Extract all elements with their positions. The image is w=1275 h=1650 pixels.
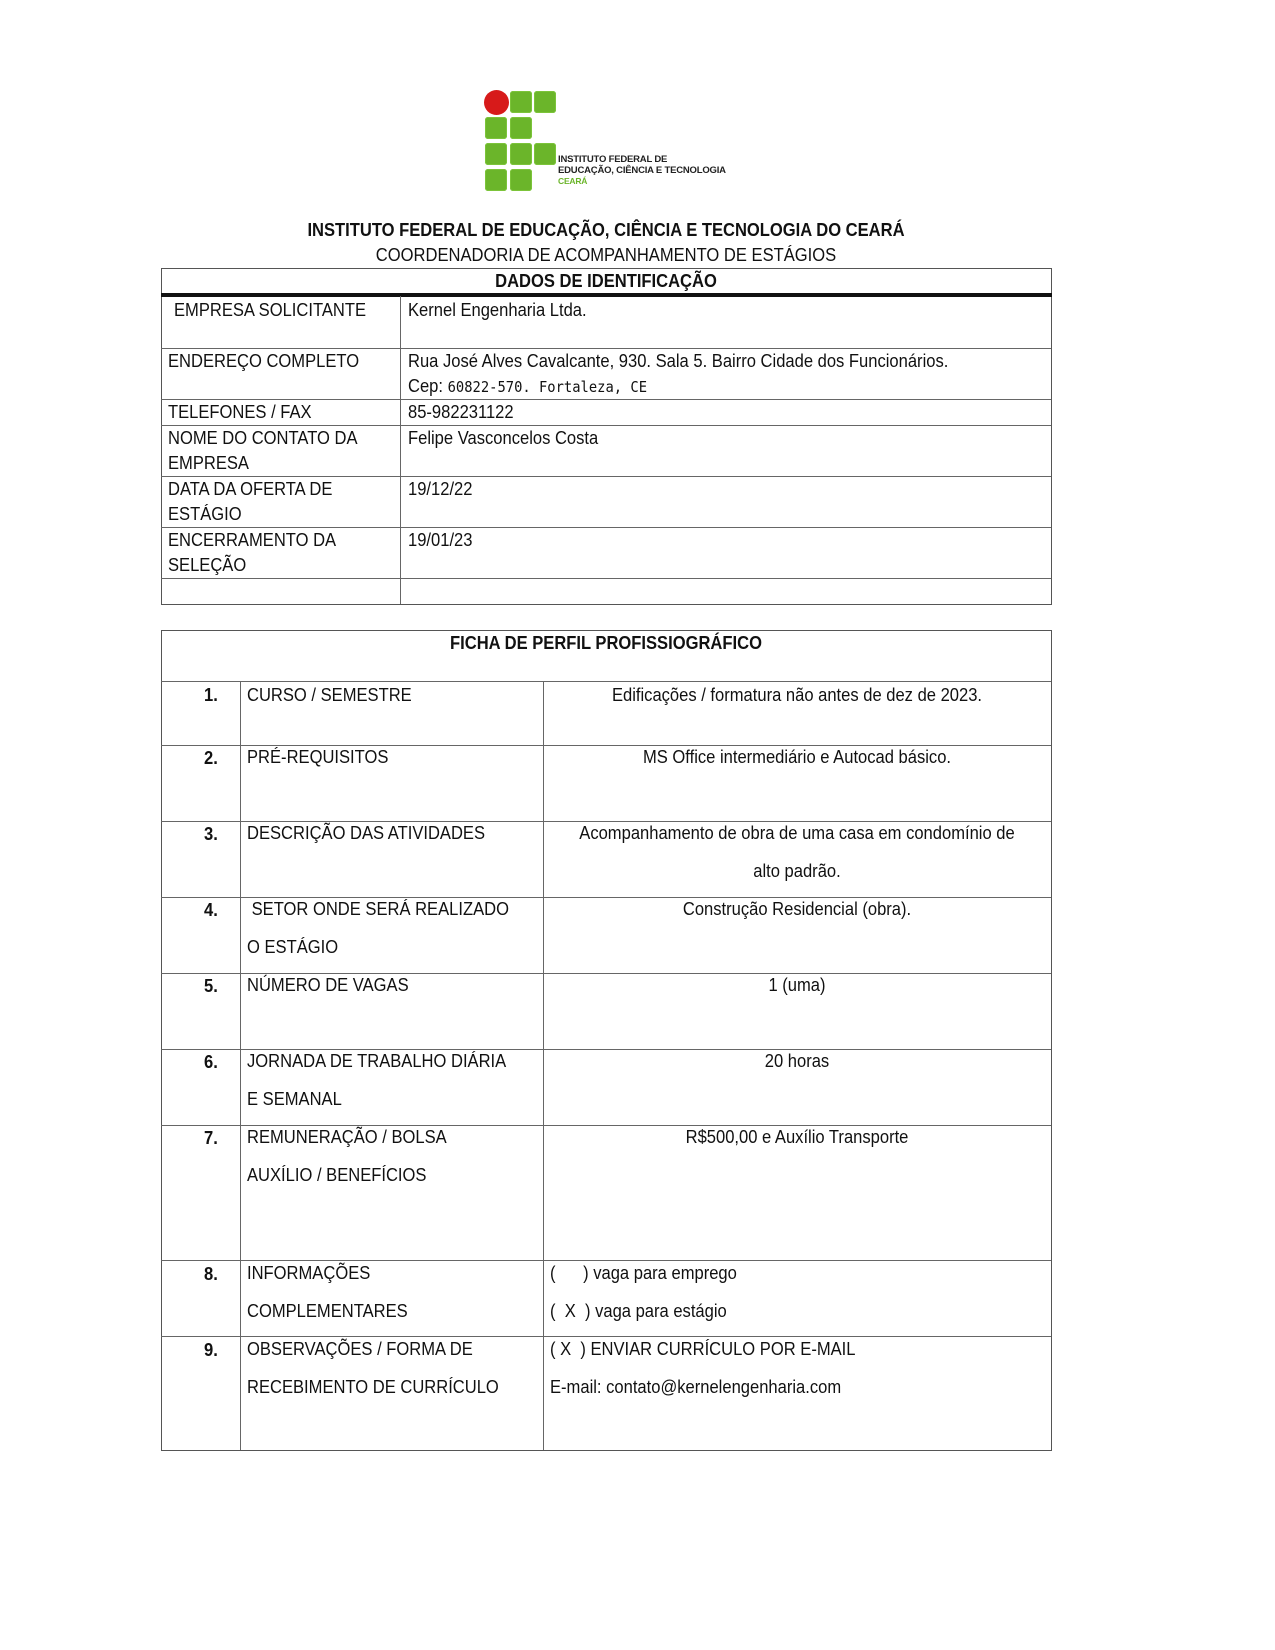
logo-square: [485, 143, 507, 165]
value-encerramento: 19/01/23: [408, 530, 473, 550]
item-value: Construção Residencial (obra).: [682, 899, 912, 919]
label-endereco: ENDEREÇO COMPLETO: [168, 351, 360, 371]
item-label-line-2: RECEBIMENTO DE CURRÍCULO: [247, 1377, 499, 1397]
item-value: 1 (uma): [768, 975, 826, 995]
item-label-line-1: JORNADA DE TRABALHO DIÁRIA: [247, 1051, 507, 1071]
profile-heading: FICHA DE PERFIL PROFISSIOGRÁFICO: [450, 633, 762, 653]
item-label-line-1: OBSERVAÇÕES / FORMA DE: [247, 1339, 473, 1359]
value-contato: Felipe Vasconcelos Costa: [408, 428, 599, 448]
item-number: 1.: [204, 685, 218, 705]
item-label-line-2: AUXÍLIO / BENEFÍCIOS: [247, 1165, 427, 1185]
item-value-line-2: alto padrão.: [753, 861, 841, 881]
label-encerramento-1: ENCERRAMENTO DA: [168, 530, 337, 550]
logo-square: [510, 169, 532, 191]
department-subtitle: COORDENADORIA DE ACOMPANHAMENTO DE ESTÁGIOS: [375, 245, 837, 265]
logo-square: [510, 143, 532, 165]
value-telefones: 85-982231122: [408, 402, 514, 422]
item-label: NÚMERO DE VAGAS: [247, 975, 409, 995]
item-label-line-2: O ESTÁGIO: [247, 937, 339, 957]
label-contato-1: NOME DO CONTATO DA: [168, 428, 358, 448]
logo-red-dot: [484, 90, 509, 115]
item-label-line-1: INFORMAÇÕES: [247, 1263, 371, 1283]
item-number: 5.: [204, 976, 218, 996]
logo-square: [510, 91, 532, 113]
item-label-line-1: SETOR ONDE SERÁ REALIZADO: [247, 899, 509, 919]
item-value: 20 horas: [764, 1051, 830, 1071]
item-value: Edificações / formatura não antes de dez de 2023.: [611, 685, 983, 705]
value-empresa: Kernel Engenharia Ltda.: [408, 300, 587, 320]
logo-square: [534, 143, 556, 165]
row-divider: [161, 578, 1051, 579]
item-number: 6.: [204, 1052, 218, 1072]
item-number: 9.: [204, 1340, 218, 1360]
value-cep-line: [408, 374, 647, 400]
checkbox-enviar-curriculo[interactable]: ( X ) ENVIAR CURRÍCULO POR E-MAIL: [550, 1339, 856, 1359]
checkbox-vaga-estagio[interactable]: ( X ) vaga para estágio: [550, 1301, 727, 1321]
item-number: 3.: [204, 824, 218, 844]
logo-line-3: CEARÁ: [558, 176, 588, 186]
cep-value: 60822-570. Fortaleza, CE: [447, 378, 648, 396]
logo-square: [485, 169, 507, 191]
identification-heading: DADOS DE IDENTIFICAÇÃO: [495, 271, 717, 291]
item-label: PRÉ-REQUISITOS: [247, 747, 389, 767]
logo-text: [558, 154, 726, 187]
item-number: 8.: [204, 1264, 218, 1284]
label-data-oferta-2: ESTÁGIO: [168, 504, 242, 524]
logo-square: [534, 91, 556, 113]
logo-line-2: EDUCAÇÃO, CIÊNCIA E TECNOLOGIA: [558, 165, 726, 176]
item-number: 4.: [204, 900, 218, 920]
item-label: DESCRIÇÃO DAS ATIVIDADES: [247, 823, 486, 843]
column-divider: [543, 681, 544, 1450]
column-divider: [240, 681, 241, 1450]
cep-label: Cep:: [408, 376, 443, 396]
item-number: 7.: [204, 1128, 218, 1148]
value-endereco: Rua José Alves Cavalcante, 930. Sala 5. Bairro Cidade dos Funcionários.: [408, 351, 949, 371]
checkbox-vaga-emprego[interactable]: ( ) vaga para emprego: [550, 1263, 737, 1283]
logo-line-1: INSTITUTO FEDERAL DE: [558, 154, 668, 165]
label-contato-2: EMPRESA: [168, 453, 249, 473]
logo-square: [485, 117, 507, 139]
institution-title: INSTITUTO FEDERAL DE EDUCAÇÃO, CIÊNCIA E TECNOLOGIA DO CEARÁ: [307, 220, 905, 240]
contact-email[interactable]: E-mail: contato@kernelengenharia.com: [550, 1377, 842, 1397]
item-label-line-2: COMPLEMENTARES: [247, 1301, 408, 1321]
item-label: CURSO / SEMESTRE: [247, 685, 412, 705]
item-value-line-1: Acompanhamento de obra de uma casa em condomínio de: [579, 823, 1015, 843]
institution-logo: [484, 90, 744, 196]
item-number: 2.: [204, 748, 218, 768]
label-telefones: TELEFONES / FAX: [168, 402, 312, 422]
item-value: MS Office intermediário e Autocad básico.: [642, 747, 952, 767]
value-data-oferta: 19/12/22: [408, 479, 473, 499]
item-label-line-1: REMUNERAÇÃO / BOLSA: [247, 1127, 447, 1147]
column-divider: [400, 296, 401, 604]
item-label-line-2: E SEMANAL: [247, 1089, 342, 1109]
logo-square: [510, 117, 532, 139]
label-encerramento-2: SELEÇÃO: [168, 555, 247, 575]
label-data-oferta-1: DATA DA OFERTA DE: [168, 479, 333, 499]
item-value: R$500,00 e Auxílio Transporte: [685, 1127, 909, 1147]
label-empresa: EMPRESA SOLICITANTE: [174, 300, 367, 320]
row-divider: [161, 681, 1051, 682]
